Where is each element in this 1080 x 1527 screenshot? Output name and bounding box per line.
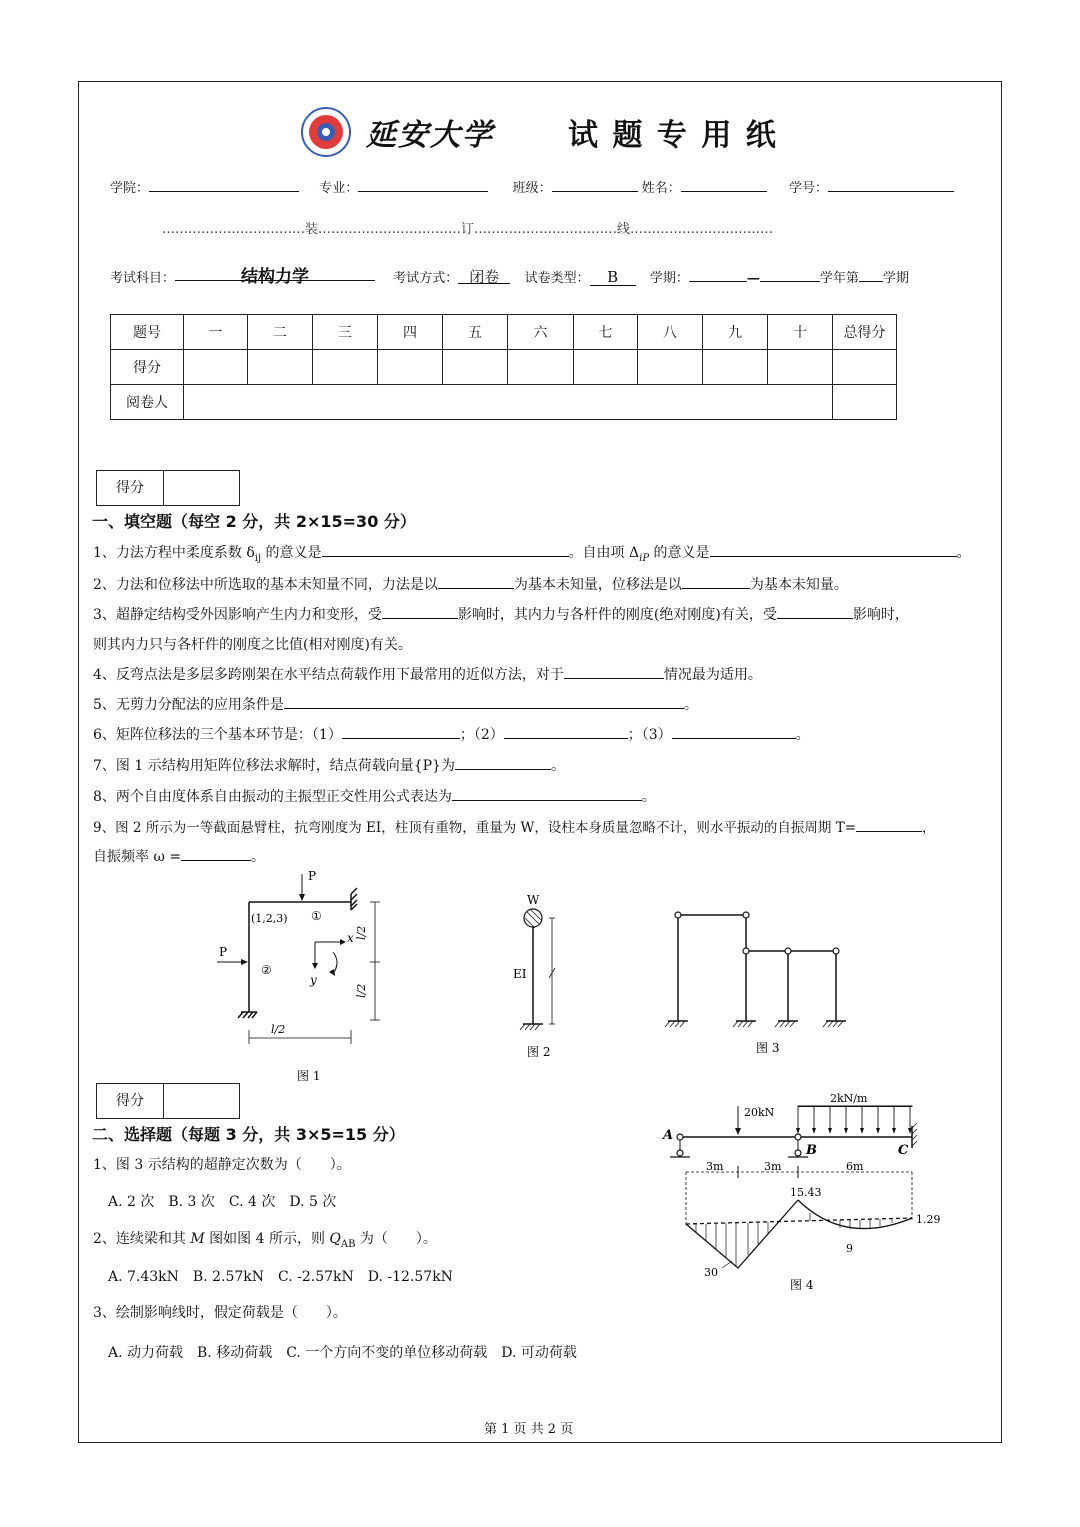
subject-label: 考试科目： [110,271,176,286]
question-1-9 [93,816,936,836]
question-1-2 [93,574,848,594]
q-sub: iP [639,552,650,564]
fig3-hinge [833,948,839,954]
subject-field[interactable] [175,262,375,287]
method-label: 考试方式： [393,271,459,286]
fig1-label-node: (1,2,3) [251,912,288,925]
q-text: 图如图 4 所示，则 [204,1231,330,1247]
fig4-dim-2: 3m [764,1160,782,1173]
q-text: 3、超静定结构受外因影响产生内力和变形，受 [93,607,382,623]
answer-blank[interactable] [682,574,750,589]
college-field[interactable] [149,177,299,192]
question-1-4 [93,664,762,684]
answer-blank[interactable] [452,786,642,801]
question-1-7 [93,755,565,775]
q-text: 。 [641,789,656,805]
q-text: ， [922,820,936,836]
college-label: 学院： [110,181,150,196]
type-field[interactable] [590,268,636,286]
options-text: A. 2 次 B. 3 次 C. 4 次 D. 5 次 [108,1194,337,1210]
fig4-dim-3: 6m [846,1160,864,1173]
fig4-value-9: 9 [846,1242,853,1255]
name-field[interactable] [681,177,767,192]
fig4-label-c: C [898,1143,909,1158]
name-label: 姓名： [641,181,681,196]
figure-2 [505,888,585,1063]
fig4-baseline [686,1218,912,1224]
score-cell[interactable] [833,350,897,385]
fig4-support-a [677,1134,683,1140]
method-field[interactable] [458,266,510,284]
score-cell[interactable] [443,350,508,385]
answer-blank[interactable] [672,724,796,739]
fig4-distributed-load [798,1106,912,1107]
header-label-cell: 题号 [111,315,184,350]
q-text: 则其内力只与各杆件的刚度之比值(相对刚度)有关。 [93,637,412,653]
term-label: 学期： [649,271,689,286]
fig3-hinge [743,912,749,918]
major-field[interactable] [358,177,488,192]
section1-title: 一、填空题（每空 2 分，共 2×15=30 分） [92,512,416,531]
q-text: 2、力法和位移法中所选取的基本未知量不同，力法是以 [93,577,438,593]
options-text: A. 动力荷载 B. 移动荷载 C. 一个方向不变的单位移动荷载 D. 可动荷载 [108,1345,577,1361]
q-text: 8、两个自由度体系自由振动的主振型正交性用公式表达为 [93,789,452,805]
fig1-label-y: y [310,973,317,987]
fig4-moment-curve-ab [686,1200,798,1268]
fig1-label-element-1: ① [311,909,322,923]
fig3-hinge [675,912,681,918]
term-number-field[interactable] [859,267,883,282]
question-2-3-options[interactable] [108,1342,577,1362]
score-box-label: 得分 [97,1084,164,1118]
fig4-caption: 图 4 [790,1278,814,1292]
subject-value: 结构力学 [241,267,310,287]
q-text: 。 [251,849,266,865]
type-value: B [607,268,619,286]
col-header: 六 [508,315,574,350]
fig1-label-x: x [347,931,354,945]
score-row [111,350,897,385]
answer-blank[interactable] [181,846,251,861]
score-cell[interactable] [638,350,703,385]
fig2-label-w: W [527,893,540,907]
q-text: 。 [550,758,565,774]
fig1-dim-bottom: l/2 [271,1023,286,1036]
fig4-value-30: 30 [704,1266,718,1279]
fig4-label-point-load: 20kN [744,1106,775,1119]
type-label: 试卷类型： [524,271,590,286]
question-2-2-options[interactable] [108,1266,453,1286]
answer-blank[interactable] [284,694,684,709]
col-header: 四 [378,315,443,350]
options-text: A. 7.43kN B. 2.57kN C. -2.57kN D. -12.57kN [108,1269,453,1285]
question-2-1 [93,1154,351,1174]
method-value: 闭卷 [469,268,500,286]
fig4-label-a: A [663,1128,674,1143]
score-box-label: 得分 [97,471,164,505]
col-header: 三 [313,315,378,350]
q-text: 6、矩阵位移法的三个基本环节是：（1） [93,727,342,743]
col-header: 七 [574,315,638,350]
q-sub: ij [254,552,262,564]
university-logo [300,106,352,158]
term-end-field[interactable] [760,267,820,282]
section2-title: 二、选择题（每题 3 分，共 3×5=15 分） [92,1125,405,1144]
major-label: 专业： [319,181,359,196]
score-cell[interactable] [703,350,768,385]
grader-cell[interactable] [184,385,833,420]
fig4-label-b: B [806,1143,817,1158]
page-footer: 第 1 页 共 2 页 [484,1422,574,1437]
fig2-caption: 图 2 [527,1045,551,1059]
answer-blank[interactable] [777,604,853,619]
question-2-1-options[interactable] [108,1191,336,1211]
q-text: 影响时，其内力与各杆件的刚度(绝对刚度)有关，受 [457,607,777,623]
score-label-cell: 得分 [111,350,184,385]
col-header: 二 [248,315,313,350]
class-label: 班级： [512,181,552,196]
q-text: 9、图 2 所示为一等截面悬臂柱，抗弯刚度为 EI，柱顶有重物，重量为 W，设柱本身质量忽略不计，则水平振动的自振周期 T= [93,820,857,836]
answer-blank[interactable] [564,664,664,679]
section1-score-box [96,470,240,506]
score-cell[interactable] [313,350,378,385]
answer-blank[interactable] [322,542,569,557]
class-field[interactable] [552,177,638,192]
q-text: 。 [956,545,971,561]
fig3-hinge [743,948,749,954]
binding-line: ……………………………装……………………………订……………………………线…………………………… [162,222,773,237]
q-text: 2、连续梁和其 [93,1231,191,1247]
fig1-dim-upper: l/2 [355,925,368,940]
fig1-caption: 图 1 [297,1069,321,1083]
paper-title: 试 题 专 用 纸 [568,118,778,153]
university-name: 延安大学 [366,118,494,153]
score-table-header-row [111,315,897,350]
grader-cell-end[interactable] [833,385,897,420]
year-label: 学年第 [819,271,859,286]
fig2-label-ei: EI [513,967,527,981]
term-dash: — [746,271,760,286]
q-text: 影响时， [852,607,909,623]
q-text: 7、图 1 示结构用矩阵位移法求解时，结点荷载向量{P}为 [93,758,455,774]
q-text: 3、绘制影响线时，假定荷载是（ ）。 [93,1305,347,1321]
q-text: 为基本未知量。 [749,577,848,593]
figure-1 [205,862,405,1087]
fig1-label-p-left: P [219,945,228,959]
question-1-1 [93,542,971,564]
score-cell[interactable] [768,350,833,385]
q-text: 。 [683,697,698,713]
q-sub: AB [340,1238,356,1250]
question-1-3-cont [93,634,412,654]
q-text: ；（2） [459,727,504,743]
question-1-6 [93,724,810,744]
col-header: 九 [703,315,768,350]
term-suffix: 学期 [882,271,909,286]
fig3-caption: 图 3 [756,1041,780,1055]
col-header: 五 [443,315,508,350]
score-cell[interactable] [508,350,574,385]
id-field[interactable] [828,177,954,192]
section2-score-box [96,1083,240,1119]
fig4-value-129: 1.29 [916,1213,941,1226]
score-table [110,314,897,420]
q-text: 1、力法方程中柔度系数 δ [93,545,255,561]
fig4-support-b [795,1134,801,1140]
col-header: 十 [768,315,833,350]
q-text: 的意义是 [649,545,710,561]
question-1-5 [93,694,698,714]
q-text: M [190,1231,205,1247]
answer-blank[interactable] [856,817,922,832]
score-cell[interactable] [248,350,313,385]
q-text: ；（3） [627,727,672,743]
fig1-dim-lower: l/2 [355,983,368,998]
col-header: 一 [184,315,248,350]
student-info-row [110,177,954,196]
q-text: Q [329,1231,341,1247]
figure-3 [660,905,855,1060]
score-cell[interactable] [378,350,443,385]
fig3-hinge [785,948,791,954]
answer-blank[interactable] [455,755,551,770]
exam-info-row [110,262,909,286]
answer-blank[interactable] [710,542,957,557]
answer-blank[interactable] [504,724,628,739]
fig4-label-distributed-load: 2kN/m [830,1092,868,1105]
col-header: 总得分 [833,315,897,350]
q-text: 情况最为适用。 [663,667,762,683]
q-text: 5、无剪力分配法的应用条件是 [93,697,284,713]
fig1-label-element-2: ② [261,963,272,977]
grader-label-cell: 阅卷人 [111,385,184,420]
q-text: 为基本未知量，位移法是以 [513,577,682,593]
answer-blank[interactable] [438,574,514,589]
fig4-moment-curve-bc [798,1200,912,1229]
question-2-2 [93,1228,437,1250]
q-text: 1、图 3 示结构的超静定次数为（ ）。 [93,1157,351,1173]
figure-4 [660,1086,960,1296]
term-start-field[interactable] [689,267,747,282]
q-text: 4、反弯点法是多层多跨刚架在水平结点荷载作用下最常用的近似方法，对于 [93,667,564,683]
grader-row [111,385,897,420]
fig1-label-p-top: P [308,869,317,883]
score-cell[interactable] [574,350,638,385]
q-text: 的意义是 [261,545,322,561]
question-2-3 [93,1302,347,1322]
score-cell[interactable] [184,350,248,385]
id-label: 学号： [789,181,829,196]
q-text: 自振频率 ω = [93,849,182,865]
q-text: 。 [795,727,810,743]
col-header: 八 [638,315,703,350]
answer-blank[interactable] [382,604,458,619]
question-1-8 [93,786,656,806]
q-text: 为（ ）。 [355,1231,437,1247]
question-1-3 [93,604,909,624]
fig4-dim-1: 3m [706,1160,724,1173]
fig4-value-1543: 15.43 [790,1186,822,1199]
answer-blank[interactable] [342,724,460,739]
q-text: 。自由项 Δ [568,545,640,561]
